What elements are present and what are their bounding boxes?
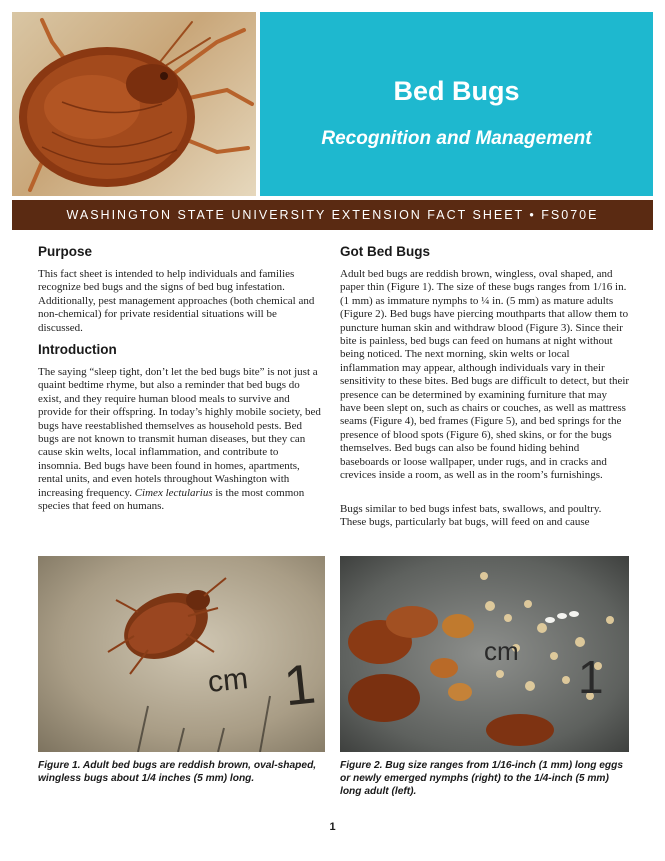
figure-1-ruler-cm: cm — [206, 662, 250, 700]
document-subtitle: Recognition and Management — [321, 128, 592, 149]
fact-sheet-banner: WASHINGTON STATE UNIVERSITY EXTENSION FACT SHEET • FS070E — [12, 200, 653, 230]
introduction-text — [38, 366, 324, 513]
page-number: 1 — [329, 821, 336, 833]
figure-1-ruler-number: 1 — [280, 651, 319, 718]
got-bed-bugs-text-2: Bugs similar to bed bugs infest bats, swallows, and poultry. These bugs, particularly bat bugs, will feed on and cause — [340, 503, 602, 529]
species-tail: is the most common species that feed on humans. — [38, 486, 305, 513]
figure-1-photo — [38, 556, 325, 752]
purpose-heading: Purpose — [38, 244, 93, 259]
got-bed-bugs-text: Adult bed bugs are reddish brown, wingless, oval shaped, and paper thin (Figure 1). The size of these bugs ranges from 1/16 in. (1 mm) as immature nymphs to ¼ in. (5 mm) as mature adults (Figure 2). Bed bugs have piercing mouthparts that allow them to puncture human skin and withdraw blood (Figure 3). Since their bite is painless, bed bugs can feed on humans at night without being noticed. The next morning, skin welts or local inflammation may appear, although individuals vary in their sensitivity to these bites. Bed bugs are difficult to detect, but their presence can be determined by examining furniture that may have been slept on, such as chairs or couches, as well as mattress seams (Figure 4), bed frames (Figure 5), and bed springs for the presence of blood spots (Figure 6), shed skins, or for the bugs themselves. Bed bugs can also be found hiding behind baseboards or loose wallpaper, under rugs, and in cracks and crevices inside a room, as well as in the room’s furnishings. — [340, 268, 630, 482]
figure-2-ruler-cm: cm — [484, 636, 519, 666]
figure-1-caption: Figure 1. Adult bed bugs are reddish brown, oval-shaped, wingless bugs about 1/4 inches (5 mm) long. — [38, 760, 317, 784]
figure-2-ruler-number: 1 — [578, 651, 604, 703]
figure-2-photo — [340, 556, 629, 752]
bed-bug-illustration — [12, 12, 256, 196]
hero-bed-bug-photo — [12, 12, 256, 196]
introduction-body: The saying “sleep tight, don’t let the bed bugs bite” is not just a quaint bedtime rhyme, but also a reminder that bed bugs do exist, and they require human blood meals to survive and provide for their offspring. In today’s highly mobile society, bed bugs have reestablished themselves as household pests. Bed bugs are not known to transmit human diseases, but they can cause skin welts, local inflammation, and contribute to insomnia. Bed bugs have been found in homes, apartments, rental units, and even hotels throughout Washington with increasing frequency. — [38, 366, 321, 499]
species-name: Cimex lectularius — [134, 486, 213, 499]
figure-2-caption: Figure 2. Bug size ranges from 1/16-inch (1 mm) long eggs or newly emerged nymphs (right) to the 1/4-inch (5 mm) long adult (left). — [340, 760, 624, 797]
got-bed-bugs-heading: Got Bed Bugs — [340, 244, 430, 259]
purpose-text: This fact sheet is intended to help individuals and families recognize bed bugs and the signs of bed bug infestation. Additionally, pest management approaches (both chemical and non-chemical) for private residential situations will be discussed. — [38, 268, 315, 334]
introduction-heading: Introduction — [38, 342, 117, 357]
title-band — [260, 12, 653, 196]
document-title: Bed Bugs — [393, 76, 520, 106]
